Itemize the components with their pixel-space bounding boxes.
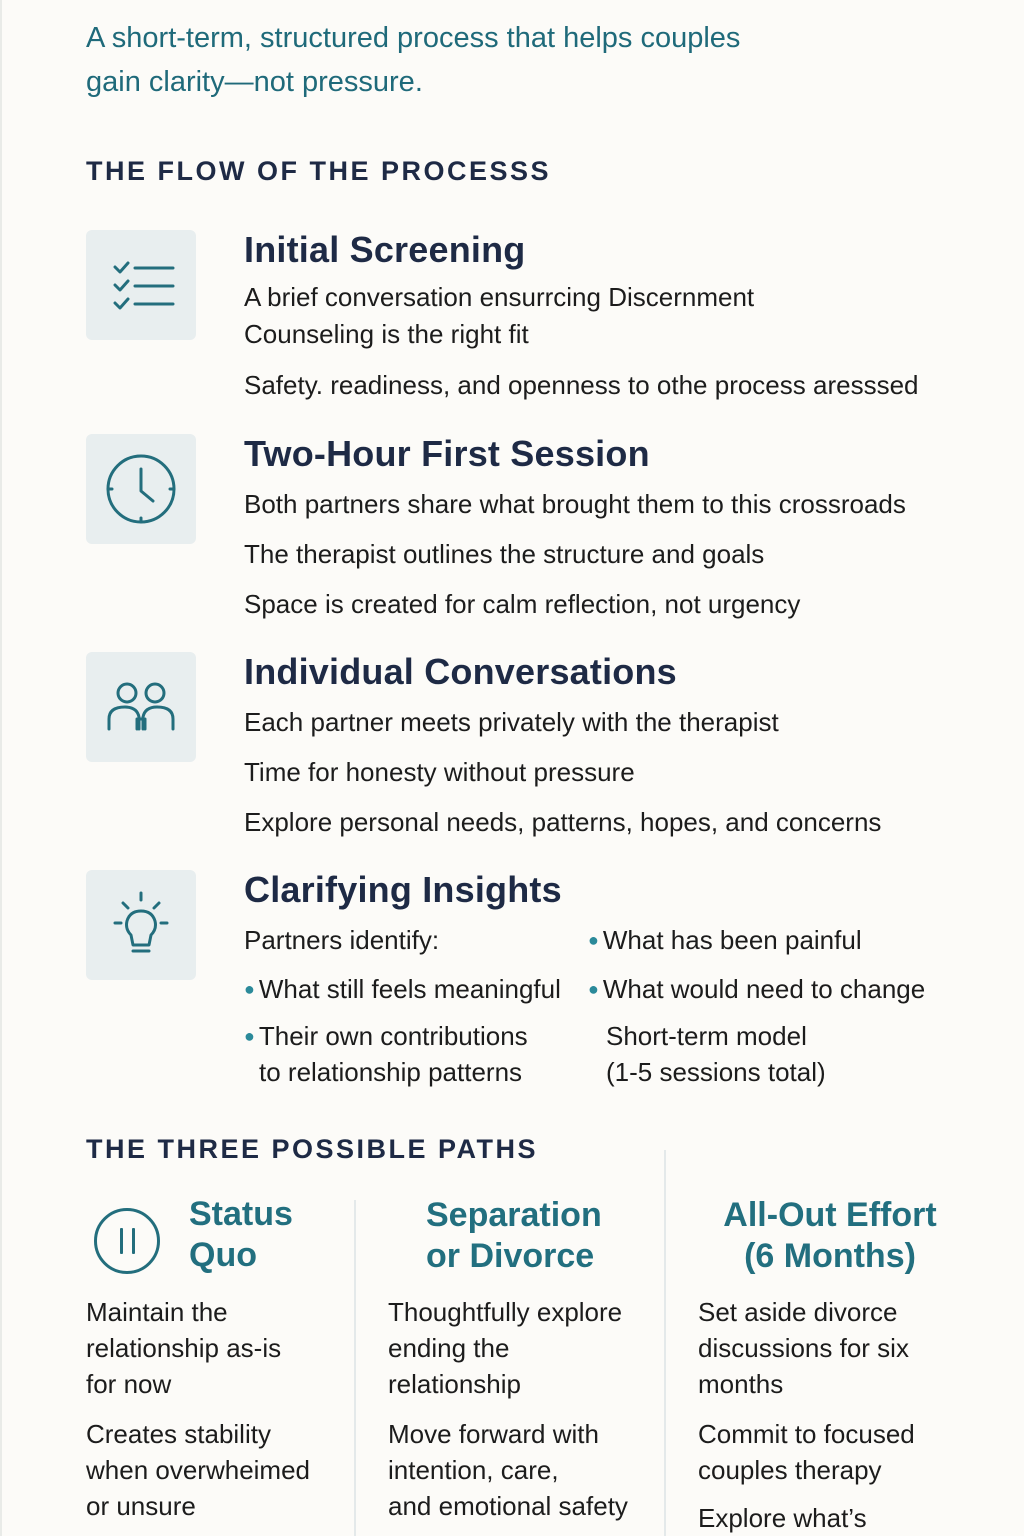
path-description: or unsure [86,1491,196,1521]
insight-bullet: ● What has been painful [588,925,862,955]
path-description: Explore what’s [698,1503,867,1533]
path-description: for now [86,1369,172,1399]
path-description: Set aside divorce [698,1297,898,1327]
path-title: (6 Months) [744,1237,916,1275]
step-title: Initial Screening [244,229,526,270]
insights-intro: Partners identify: [244,925,440,955]
insight-bullet-continuation: to relationship patterns [259,1057,523,1087]
step-line: The therapist outlines the structure and goals [244,539,765,569]
flow-section-title: THE FLOW OF THE PROCESSS [86,156,552,186]
step-line: A brief conversation ensurrcing Discernment [244,282,755,312]
bullet-dot-icon: ● [244,1026,255,1046]
step-title: Two-Hour First Session [244,433,650,474]
step-line: Time for honesty without pressure [244,757,635,787]
two-people-icon [86,652,196,762]
path-description: Move forward with [388,1419,599,1449]
path-title: Quo [189,1236,257,1274]
checklist-icon [86,230,196,340]
path-title: All-Out Effort [723,1196,937,1234]
step-title: Individual Conversations [244,651,677,692]
insight-bullet: ● What would need to change [588,974,926,1004]
insight-bullet: ● Their own contributions [244,1021,528,1051]
insight-bullet: ● What still feels meaningful [244,974,561,1004]
path-description: relationship as-is [86,1333,282,1363]
lightbulb-icon [86,870,196,980]
path-description: relationship [388,1369,521,1399]
path-description: Thoughtfully explore [388,1297,623,1327]
session-model-note: Short-term model [606,1021,807,1051]
path-description: Creates stability [86,1419,271,1449]
path-description: ending the [388,1333,510,1363]
intro-line-1: A short-term, structured process that helps couples [86,22,741,54]
path-description: months [698,1369,784,1399]
column-divider [664,1150,666,1536]
bullet-dot-icon: ● [588,979,599,999]
bullet-dot-icon: ● [244,979,255,999]
step-line: Explore personal needs, patterns, hopes, and concerns [244,807,882,837]
pause-icon [94,1208,160,1274]
step-line: Space is created for calm reflection, not urgency [244,589,801,619]
bullet-dot-icon: ● [588,930,599,950]
path-description: intention, care, [388,1455,559,1485]
step-line: Safety. readiness, and openness to othe process aresssed [244,370,919,400]
paths-section-title: THE THREE POSSIBLE PATHS [86,1134,539,1164]
path-description: discussions for six [698,1333,909,1363]
path-description: Maintain the [86,1297,228,1327]
path-description: Commit to focused [698,1419,915,1449]
path-description: couples therapy [698,1455,882,1485]
intro-tagline [86,16,906,104]
path-description: and emotional safety [388,1491,628,1521]
intro-line-2: gain clarity—not pressure. [86,66,423,98]
path-title: or Divorce [426,1237,595,1275]
path-description: when overwheimed [86,1455,311,1485]
step-title: Clarifying Insights [244,869,562,910]
clock-icon [86,434,196,544]
step-line: Both partners share what brought them to this crossroads [244,489,906,519]
path-title: Status [189,1195,293,1233]
path-title: Separation [426,1196,602,1234]
step-line: Counseling is the right fit [244,319,529,349]
session-model-note: (1-5 sessions total) [606,1057,826,1087]
step-line: Each partner meets privately with the therapist [244,707,779,737]
